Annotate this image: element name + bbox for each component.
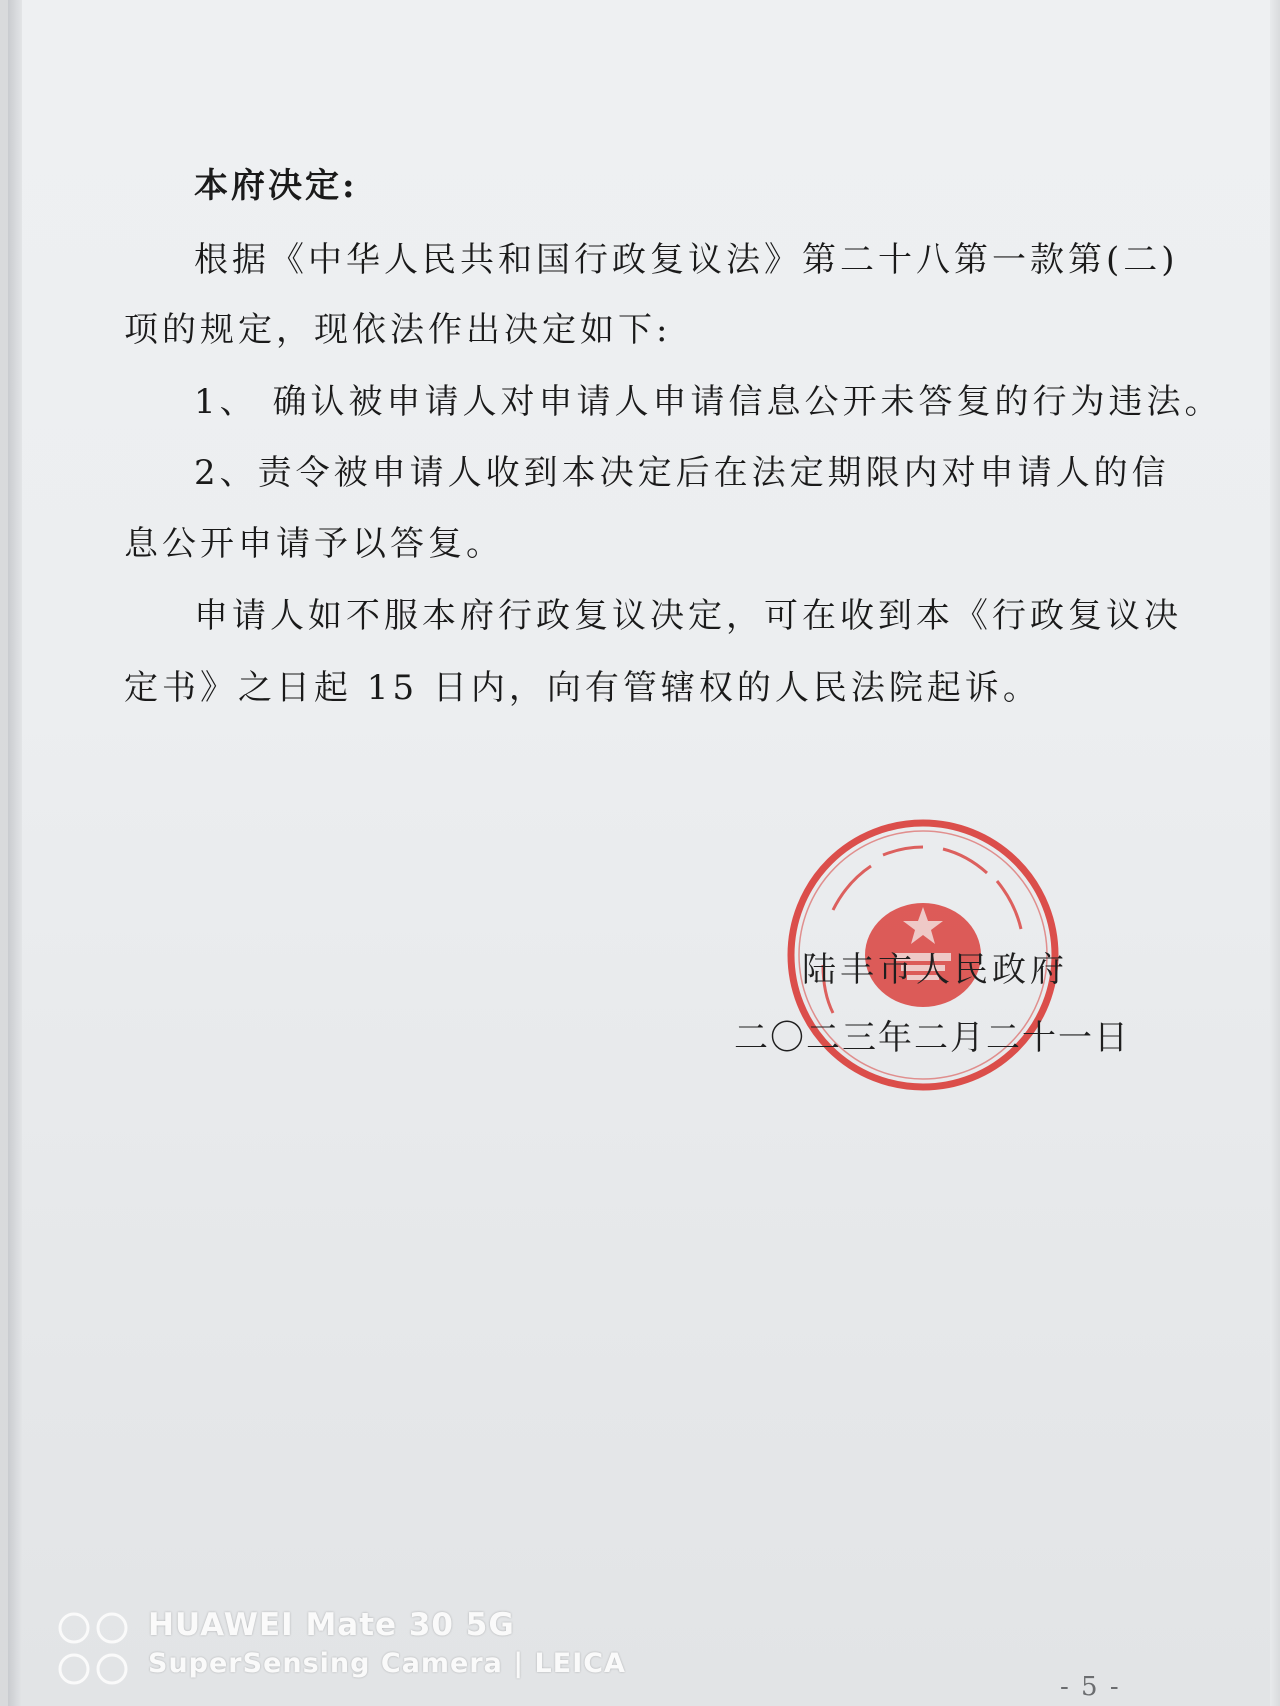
document-page <box>8 0 1280 1706</box>
signature-organization: 陆丰市人民政府 <box>802 950 1068 990</box>
camera-model-text: HUAWEI Mate 30 5G <box>148 1607 515 1643</box>
decision-item-1: 1、 确认被申请人对申请人申请信息公开未答复的行为违法。 <box>194 382 1223 422</box>
decision-item-2-line-2: 息公开申请予以答复。 <box>124 524 504 564</box>
camera-sensor-text: SuperSensing Camera | LEICA <box>148 1648 626 1679</box>
page-left-edge <box>8 0 22 1706</box>
decision-heading: 本府决定: <box>194 166 358 206</box>
paragraph-line-1: 根据《中华人民共和国行政复议法》第二十八第一款第(二) <box>194 240 1179 280</box>
paragraph-line-2: 项的规定，现依法作出决定如下: <box>124 310 672 350</box>
signature-date: 二〇二三年二月二十一日 <box>734 1018 1130 1058</box>
page-number: - 5 - <box>1060 1672 1121 1702</box>
leica-rings-icon <box>56 1611 132 1645</box>
appeal-notice-line-2: 定书》之日起 15 日内，向有管辖权的人民法院起诉。 <box>124 668 1041 708</box>
page-right-edge <box>1270 0 1280 1706</box>
decision-item-2-line-1: 2、责令被申请人收到本决定后在法定期限内对申请人的信 <box>194 453 1170 493</box>
appeal-notice-line-1: 申请人如不服本府行政复议决定，可在收到本《行政复议决 <box>194 596 1182 636</box>
leica-rings-icon <box>56 1652 132 1686</box>
